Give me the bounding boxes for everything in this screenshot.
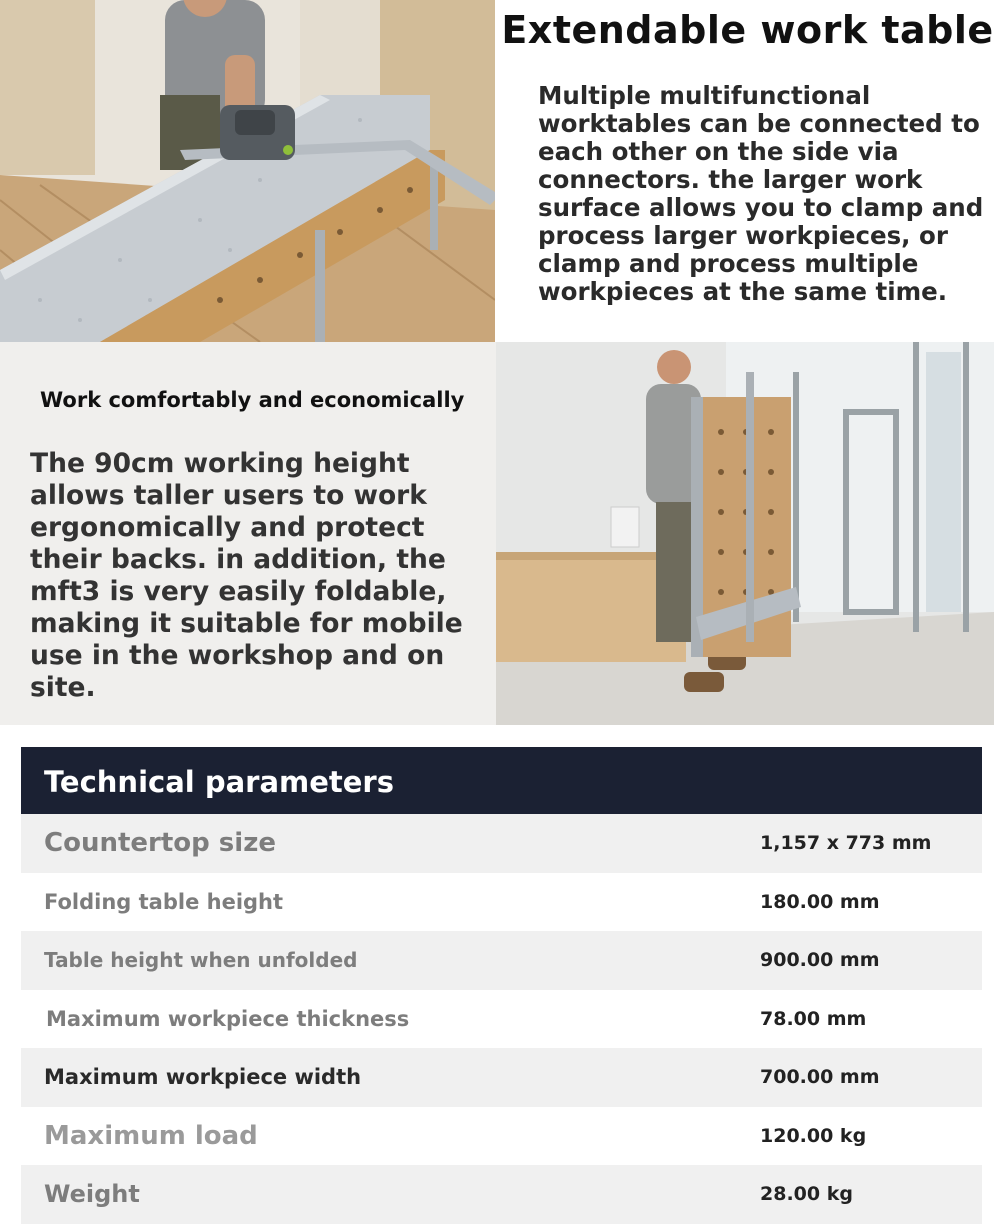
feature-panel-extendable [495, 0, 1000, 342]
technical-parameters-table [21, 747, 982, 1224]
parameter-label: Maximum workpiece width [44, 1065, 362, 1090]
parameter-label: Maximum load [44, 1120, 258, 1151]
table-row [21, 814, 982, 873]
parameter-value: 1,157 x 773 mm [760, 832, 932, 855]
feature-title: Work comfortably and economically [40, 388, 465, 412]
photo-man-carrying-table [496, 342, 994, 725]
photo-table-cutting [0, 0, 495, 342]
feature-description: Multiple multifunctional worktables can be connected to each other on the side via connectors. the larger work surface allows you to clamp and process larger workpieces, or clamp and process multiple workpieces at the same time. [538, 81, 984, 306]
table-row [21, 873, 982, 932]
table-row [21, 1165, 982, 1224]
parameter-label: Folding table height [44, 889, 284, 914]
table-row [21, 1048, 982, 1107]
feature-title: Extendable work table [501, 8, 994, 52]
parameter-label: Countertop size [44, 828, 276, 859]
parameter-label: Table height when unfolded [44, 948, 358, 973]
feature-panel-ergonomic [0, 342, 496, 725]
parameter-label: Weight [44, 1180, 140, 1209]
parameter-value: 180.00 mm [760, 890, 880, 913]
table-row [21, 1107, 982, 1166]
table-row [21, 931, 982, 990]
parameter-value: 120.00 kg [760, 1124, 867, 1147]
parameters-rows [21, 814, 982, 1224]
parameter-value: 28.00 kg [760, 1183, 853, 1206]
parameter-value: 700.00 mm [760, 1066, 880, 1089]
table-row [21, 990, 982, 1049]
parameter-value: 78.00 mm [760, 1007, 867, 1030]
parameters-header: Technical parameters [21, 747, 982, 814]
feature-description: The 90cm working height allows taller users to work ergonomically and protect their backs. in addition, the mft3 is very easily foldable, making it suitable for mobile use in the workshop and on site. [30, 448, 463, 703]
parameter-label: Maximum workpiece thickness [46, 1006, 410, 1031]
parameter-value: 900.00 mm [760, 949, 880, 972]
